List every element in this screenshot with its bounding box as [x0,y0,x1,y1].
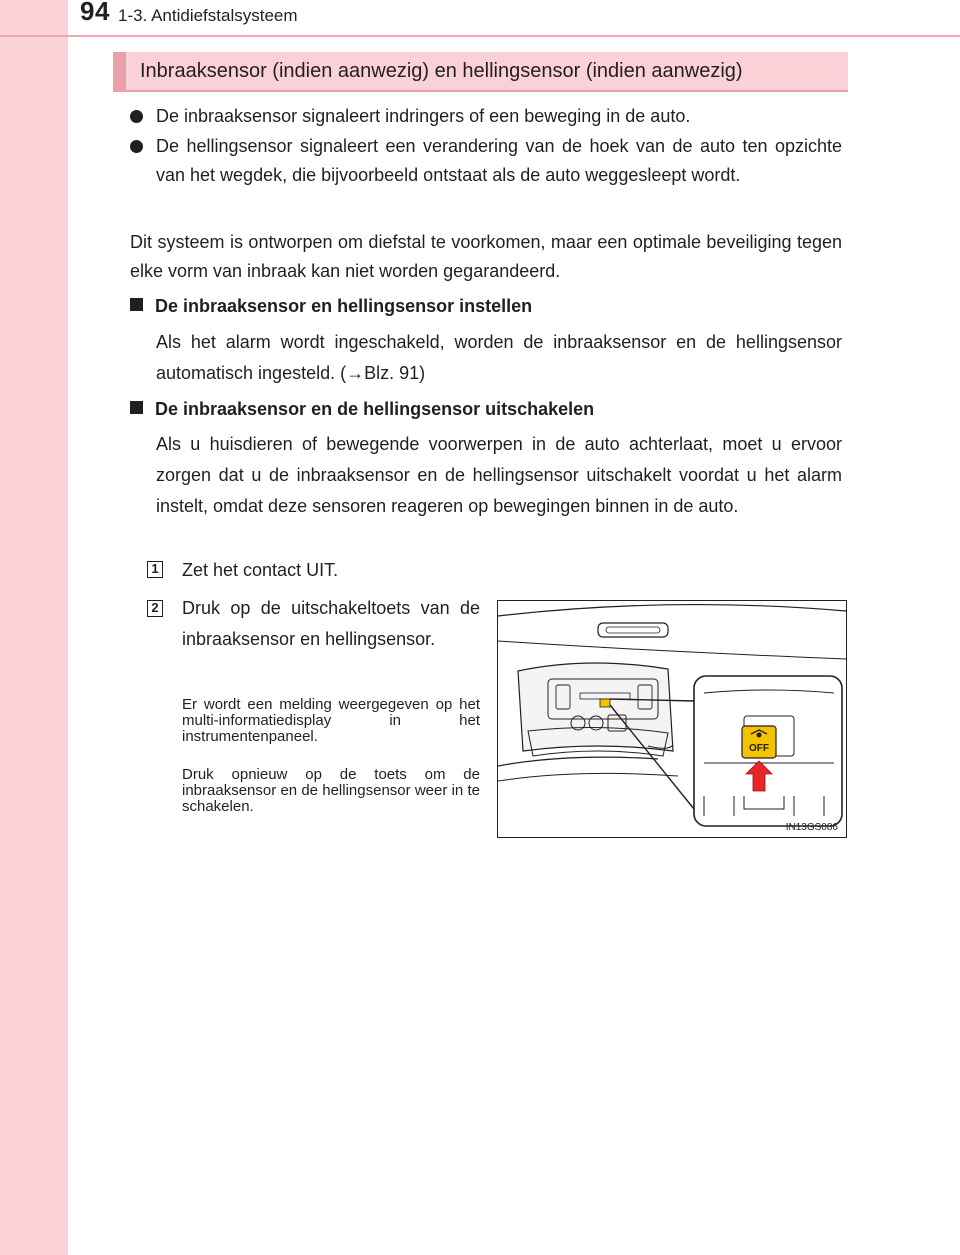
side-color-band [0,0,68,1255]
bullet-text: De inbraaksensor signaleert indringers of een beweging in de auto. [156,106,691,126]
section-title-bar [113,52,848,90]
intro-paragraph: Dit systeem is ontworpen om diefstal te voorkomen, maar een optimale beveiliging tegen elke vorm van inbraak kan niet worden gegarandeerd. [130,232,842,281]
square-bullet-icon [130,401,143,414]
square-bullet-icon [130,298,143,311]
section-title-rule [113,90,848,92]
subsection-heading-2-text: De inbraaksensor en de hellingsensor uitschakelen [155,399,595,419]
subsection-2-text: Als u huisdieren of bewegende voorwerpen in de auto achterlaat, moet u ervoor zorgen dat u de inbraaksensor en de hellingsensor uitschakelt voordat u het alarm instelt, omdat deze sensoren reageren op bewegingen binnen in de auto. [156,434,842,516]
bullet-dot-icon [130,140,143,153]
subsection-heading-1-text: De inbraaksensor en hellingsensor instellen [155,296,533,316]
header-rule [0,35,960,37]
section-title: Inbraaksensor (indien aanwezig) en hellingsensor (indien aanwezig) [140,60,743,82]
note-text-2: Druk opnieuw op de toets om de inbraaksensor en de hellingsensor weer in te schakelen. [182,766,480,815]
bullet-text: De hellingsensor signaleert een verandering van de hoek van de auto ten opzichte van het wegdek, die bijvoorbeeld ontstaat als de auto weggesleept wordt. [156,136,842,185]
chapter-title: 1-3. Antidiefstalsysteem [118,6,298,25]
subsection-1-text: Als het alarm wordt ingeschakeld, worden de inbraaksensor en de hellingsensor automatisch ingesteld. (→Blz. 91) [156,332,842,383]
subsection-heading-2 [130,397,594,421]
overhead-console-figure [497,600,847,838]
step-text-2: Druk op de uitschakeltoets van de inbraaksensor en hellingsensor. [182,598,480,649]
subsection-heading-1 [130,294,532,318]
figure-code: IN13GS086 [785,822,838,833]
step-text-1: Zet het contact UIT. [182,560,339,580]
bullet-item [130,102,842,131]
console-illustration [498,601,846,837]
note-text-1: Er wordt een melding weergegeven op het multi-informatiedisplay in het instrumentenpaneel. [182,696,480,745]
bullet-dot-icon [130,110,143,123]
step-number-1: 1 [147,561,163,578]
off-button-label: OFF [749,743,769,754]
page-number: 94 [80,0,110,26]
bullet-item [130,132,842,190]
step-number-2: 2 [147,600,163,617]
